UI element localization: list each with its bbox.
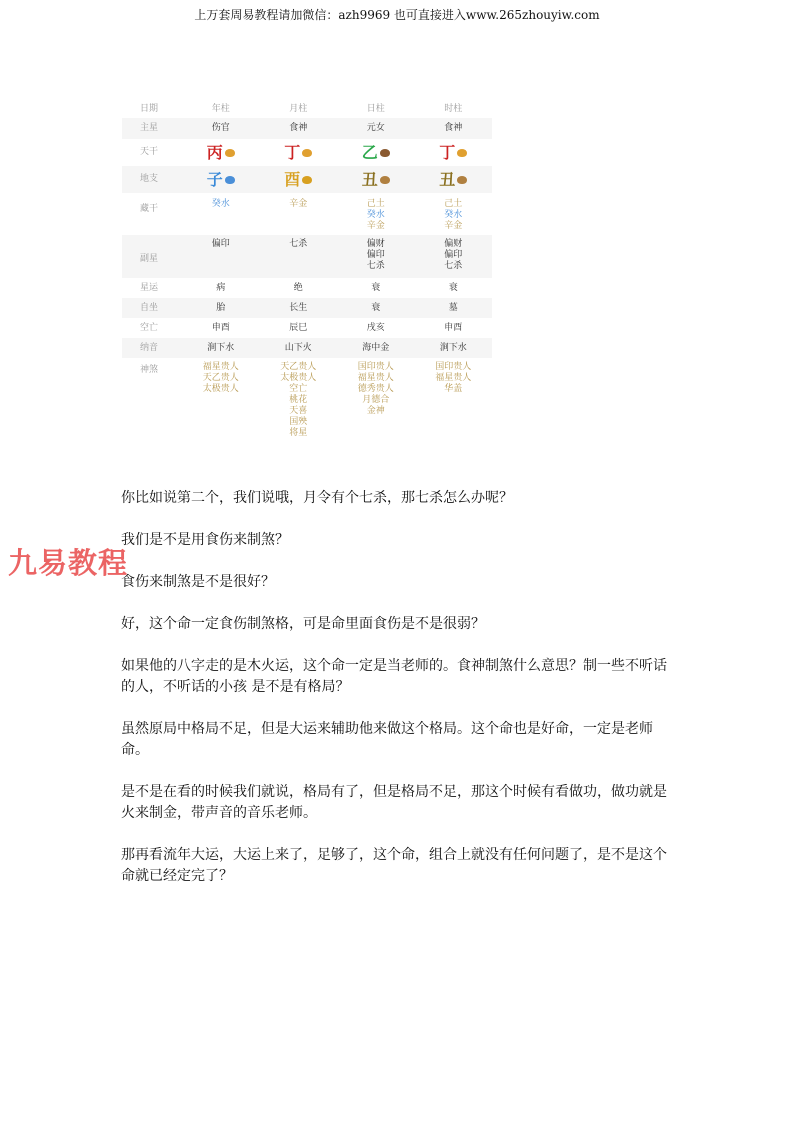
- sub-star-cell: [182, 239, 260, 250]
- shensha-item: 空亡: [289, 384, 308, 394]
- nayin-cell: 海中金: [362, 343, 390, 353]
- hidden-stem: 己土: [366, 199, 385, 209]
- fire-hand-icon: [302, 149, 312, 157]
- paragraph: 你比如说第二个，我们说哦，月令有个七杀，那七杀怎么办呢？: [121, 490, 513, 506]
- hidden-stem-cell: [415, 199, 493, 232]
- paragraph: 是不是在看的时候我们就说，格局有了，但是格局不足，那这个时候有看做功，做功就是火来制金，带声音的音乐老师。: [121, 784, 667, 821]
- wood-icon: [380, 149, 390, 157]
- shensha-item: 国印贵人: [357, 362, 394, 372]
- star-luck-cell: 病: [216, 283, 226, 293]
- nayin-cell: 山下火: [284, 343, 312, 353]
- void-cell: 申酉: [211, 323, 230, 333]
- void-cell: 申酉: [444, 323, 463, 333]
- hidden-stem: 癸水: [366, 210, 385, 220]
- hidden-stem: 癸水: [444, 210, 463, 220]
- shensha-item: 太极贵人: [280, 373, 317, 383]
- branch-cell: [260, 166, 338, 194]
- page-header: 上万套周易教程请加微信：azh9969 也可直接进入www.265zhouyiw.com: [194, 8, 600, 22]
- hidden-stem-cell: [182, 199, 260, 210]
- shensha-item: 华盖: [444, 384, 463, 394]
- shensha-item: 天乙贵人: [202, 373, 239, 383]
- star-luck-cell: 绝: [293, 283, 303, 293]
- column-header: 月柱: [289, 104, 308, 114]
- chart-row-void: [122, 318, 492, 338]
- main-star-cell: 元女: [366, 123, 385, 133]
- hidden-stem: 己土: [444, 199, 463, 209]
- branch-char: 子: [206, 170, 223, 189]
- main-star-cell: 食神: [444, 123, 463, 133]
- chart-row-main-star: [122, 118, 492, 139]
- stem-cell: [415, 139, 493, 167]
- hidden-stem-cell: [337, 199, 415, 232]
- hidden-stem: 辛金: [444, 221, 463, 231]
- sub-star-cell: [337, 239, 415, 272]
- self-seat-cell: 墓: [448, 303, 458, 313]
- branch-char: 酉: [284, 170, 301, 189]
- shensha-item: 德秀贵人: [357, 384, 394, 394]
- shensha-item: 国印贵人: [435, 362, 472, 372]
- hidden-stem-cell: [260, 199, 338, 210]
- paragraph: 我们是不是用食伤来制煞？: [121, 532, 289, 548]
- row-label: 日期: [140, 104, 159, 114]
- row-label: 纳音: [140, 343, 159, 353]
- shensha-item: 天喜: [289, 406, 308, 416]
- sub-star: 偏印: [366, 250, 385, 260]
- sub-star: 偏印: [211, 239, 230, 249]
- stem-cell: [337, 139, 415, 167]
- main-star-cell: 食神: [289, 123, 308, 133]
- shensha-item: 福星贵人: [435, 373, 472, 383]
- sub-star: 七杀: [289, 239, 308, 249]
- row-label: 空亡: [140, 323, 159, 333]
- bazi-chart: [122, 100, 492, 448]
- self-seat-cell: 衰: [371, 303, 381, 313]
- row-label: 主星: [140, 123, 159, 133]
- stem-cell: [182, 139, 260, 167]
- star-luck-cell: 衰: [371, 283, 381, 293]
- stem-char: 丙: [206, 143, 223, 162]
- chart-row-hidden: [122, 193, 492, 235]
- chart-row-nayin: [122, 338, 492, 358]
- hidden-stem: 癸水: [211, 199, 230, 209]
- sub-star-cell: [260, 239, 338, 250]
- shensha-item: 福星贵人: [202, 362, 239, 372]
- paragraph: 虽然原局中格局不足，但是大运来辅助他来做这个格局。这个命也是好命，一定是老师命。: [121, 721, 653, 758]
- chart-row-sub-star: [122, 235, 492, 278]
- paragraph: 如果他的八字走的是木火运，这个命一定是当老师的。食神制煞什么意思？制一些不听话的人，不听话的小孩 是不是有格局？: [121, 658, 667, 695]
- stem-char: 丁: [439, 143, 456, 162]
- chart-row-date: [122, 100, 492, 118]
- nayin-cell: 涧下水: [439, 343, 467, 353]
- paragraph: 好，这个命一定食伤制煞格，可是命里面食伤是不是很弱？: [121, 616, 485, 632]
- row-label: 自坐: [140, 303, 159, 313]
- shensha-cell: [260, 362, 338, 439]
- hidden-stem: 辛金: [289, 199, 308, 209]
- shensha-item: 月德合: [362, 395, 390, 405]
- chart-row-shensha: [122, 358, 492, 448]
- paragraph: 食伤来制煞是不是很好？: [121, 574, 275, 590]
- column-header: 日柱: [366, 104, 385, 114]
- row-label: 藏干: [140, 204, 159, 214]
- stem-cell: [260, 139, 338, 167]
- stem-char: 丁: [284, 143, 301, 162]
- shensha-cell: [182, 362, 260, 395]
- shensha-item: 金神: [366, 406, 385, 416]
- fire-hand-icon: [457, 149, 467, 157]
- shensha-item: 福星贵人: [357, 373, 394, 383]
- earth-icon: [457, 176, 467, 184]
- paragraph: 那再看流年大运，大运上来了，足够了，这个命，组合上就没有任何问题了，是不是这个命就已经定完了？: [121, 847, 667, 884]
- row-label: 天干: [140, 147, 159, 157]
- nayin-cell: 涧下水: [207, 343, 235, 353]
- row-label: 神煞: [140, 365, 159, 375]
- metal-icon: [302, 176, 312, 184]
- branch-char: 丑: [439, 170, 456, 189]
- earth-icon: [380, 176, 390, 184]
- shensha-cell: [337, 362, 415, 417]
- sub-star: 七杀: [366, 261, 385, 271]
- sub-star: 偏财: [366, 239, 385, 249]
- shensha-cell: [415, 362, 493, 395]
- fire-hand-icon: [225, 149, 235, 157]
- chart-row-self-seat: [122, 298, 492, 318]
- self-seat-cell: 胎: [216, 303, 226, 313]
- sub-star-cell: [415, 239, 493, 272]
- stem-char: 乙: [361, 143, 378, 162]
- shensha-item: 桃花: [289, 395, 308, 405]
- chart-row-stem: [122, 139, 492, 166]
- chart-row-star-luck: [122, 278, 492, 298]
- branch-cell: [415, 166, 493, 194]
- watermark-logo: 九易教程: [8, 546, 129, 580]
- sub-star: 七杀: [444, 261, 463, 271]
- article-body: [121, 488, 677, 908]
- main-star-cell: 伤官: [211, 123, 230, 133]
- column-header: 时柱: [444, 104, 463, 114]
- row-label: 星运: [140, 283, 159, 293]
- row-label: 副星: [140, 254, 159, 264]
- branch-cell: [182, 166, 260, 194]
- void-cell: 戌亥: [366, 323, 385, 333]
- water-drop-icon: [225, 176, 235, 184]
- branch-char: 丑: [361, 170, 378, 189]
- void-cell: 辰巳: [289, 323, 308, 333]
- column-header: 年柱: [211, 104, 230, 114]
- self-seat-cell: 长生: [289, 303, 308, 313]
- shensha-item: 太极贵人: [202, 384, 239, 394]
- row-label: 地支: [140, 174, 159, 184]
- sub-star: 偏财: [444, 239, 463, 249]
- chart-row-branch: [122, 166, 492, 193]
- shensha-item: 国殃: [289, 417, 308, 427]
- shensha-item: 将星: [289, 428, 308, 438]
- hidden-stem: 辛金: [366, 221, 385, 231]
- branch-cell: [337, 166, 415, 194]
- shensha-item: 天乙贵人: [280, 362, 317, 372]
- star-luck-cell: 衰: [448, 283, 458, 293]
- sub-star: 偏印: [444, 250, 463, 260]
